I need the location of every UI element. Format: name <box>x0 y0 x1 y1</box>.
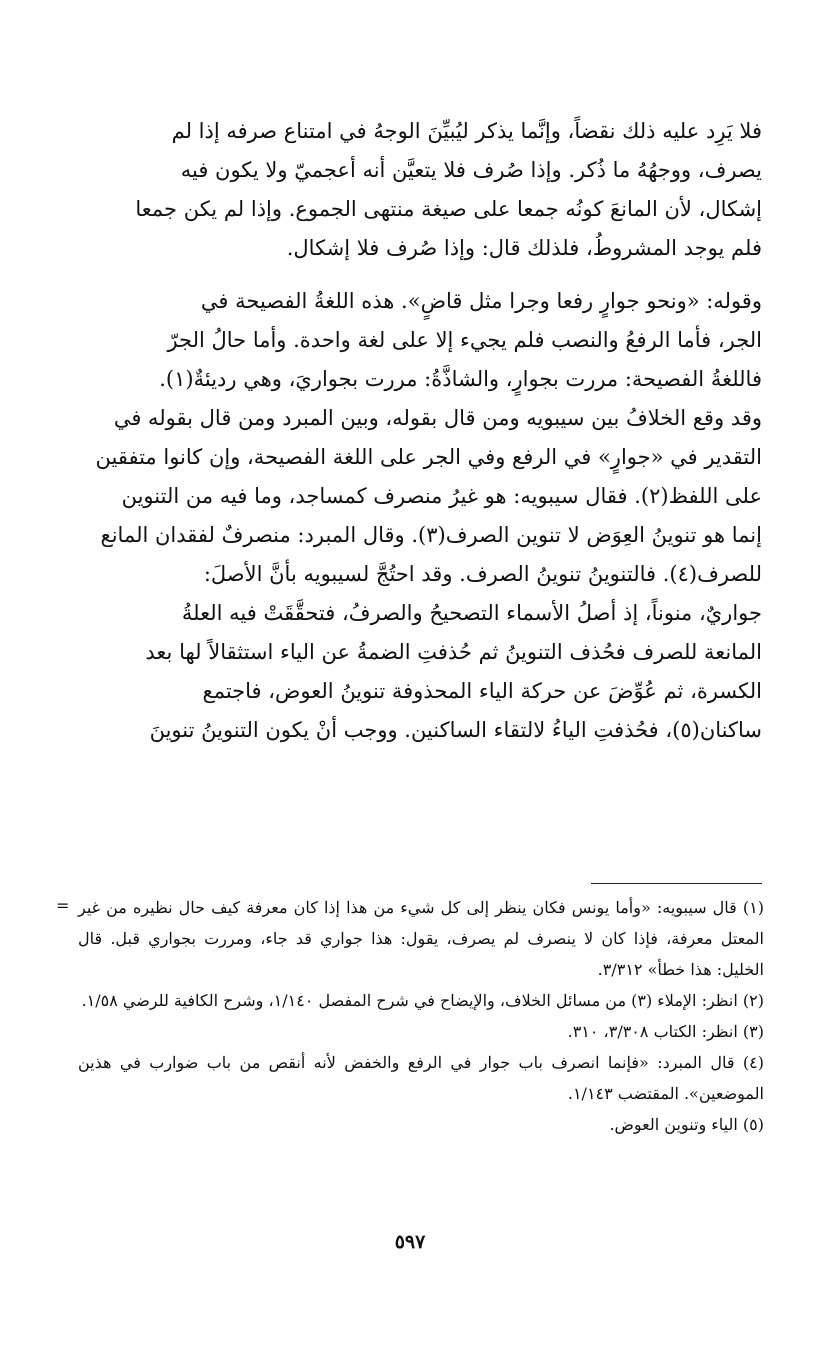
text-line: ساكنان(٥)، فحُذفتِ الياءُ لالتقاء الساكنين. ووجب أنْ يكون التنوينُ تنوينَ <box>149 718 762 742</box>
text-line: فلم يوجد المشروطُ، فلذلك قال: وإذا صُرف فلا إشكال. <box>286 236 762 260</box>
text-line: التقدير في «جوارٍ» في الرفع وفي الجر على اللغة الفصيحة، وإن كانوا متفقين <box>95 445 762 469</box>
footnote-continuation-mark: = <box>56 896 70 915</box>
text-line: فلا يَرِد عليه ذلك نقضاً، وإنَّما يذكر ليُبيِّنَ الوجهُ في امتناع صرفه إذا لم <box>171 119 762 143</box>
paragraph-1 <box>78 112 762 268</box>
footnote-2: (٢) انظر: الإملاء (٣) من مسائل الخلاف، والإيضاح في شرح المفصل ١/١٤٠، وشرح الكافية للرضي ١/٥٨. <box>81 991 764 1010</box>
text-line: الجر، فأما الرفعُ والنصب فلم يجيء إلا على لغة واحدة. وأما حالُ الجرّ <box>167 328 762 352</box>
footnote-3: (٣) انظر: الكتاب ٣/٣٠٨، ٣١٠. <box>567 1022 764 1041</box>
footnote-4: (٤) قال المبرد: «فإنما انصرف باب جوار في الرفع والخفض لأنه أنقص من باب ضوارب في هذين الموضعين». المقتضب ١/١٤٣. <box>78 1053 764 1103</box>
text-line: يصرف، ووجهُهُ ما ذُكر. وإذا صُرف فلا يتعيَّن أنه أعجميّ ولا يكون فيه <box>180 158 762 182</box>
footnote-5: (٥) الياء وتنوين العوض. <box>609 1115 764 1134</box>
text-line: وقد وقع الخلافُ بين سيبويه ومن قال بقوله، وبين المبرد ومن قال بقوله في <box>113 406 762 430</box>
text-line: للصرف(٤). فالتنوينُ تنوينُ الصرف. وقد احتُجَّ لسيبويه بأنَّ الأصلَ: <box>203 562 762 586</box>
main-text <box>78 112 762 750</box>
paragraph-2 <box>78 282 762 750</box>
text-line: إنما هو تنوينُ العِوَض لا تنوين الصرف(٣). وقال المبرد: منصرفٌ لفقدان المانع <box>100 523 762 547</box>
text-line: فاللغةُ الفصيحة: مررت بجوارٍ، والشاذَّةُ: مررت بجواريَ، وهي رديئةٌ(١). <box>159 367 762 391</box>
text-line: على اللفظ(٢). فقال سيبويه: هو غيرُ منصرف كمساجد، وما فيه من التنوين <box>121 484 762 508</box>
footnotes <box>78 892 764 1140</box>
text-line: إشكال، لأن المانعَ كونُه جمعا على صيغة منتهى الجموع. وإذا لم يكن جمعا <box>135 197 762 221</box>
footnote-divider <box>591 883 762 884</box>
text-line: الكسرة، ثم عُوِّضَ عن حركة الياء المحذوفة تنوينُ العوض، فاجتمع <box>202 679 762 703</box>
text-line: وقوله: «ونحو جوارٍ رفعا وجرا مثل قاضٍ». هذه اللغةُ الفصيحة في <box>200 289 762 313</box>
footnote-1: (١) قال سيبويه: «وأما يونس فكان ينظر إلى كل شيء من هذا إذا كان معرفة كيف حال نظيره من غير المعتل معرفة، فإذا كان لا ينصرف لم يصرف، يقول: هذا جواري قد جاء، ومررت بجواري قبل. قال الخليل: هذا خطأ» ٣/٣١٢. <box>78 898 764 979</box>
text-line: المانعة للصرف فحُذف التنوينُ ثم حُذفتِ الضمةُ عن الياء استثقالاً لها بعد <box>145 640 762 664</box>
text-line: جواريٌ، منوناً، إذ أصلُ الأسماء التصحيحُ والصرفُ، فتحقَّقَتْ فيه العلةُ <box>181 601 762 625</box>
page-number: ٥٩٧ <box>394 1231 426 1253</box>
